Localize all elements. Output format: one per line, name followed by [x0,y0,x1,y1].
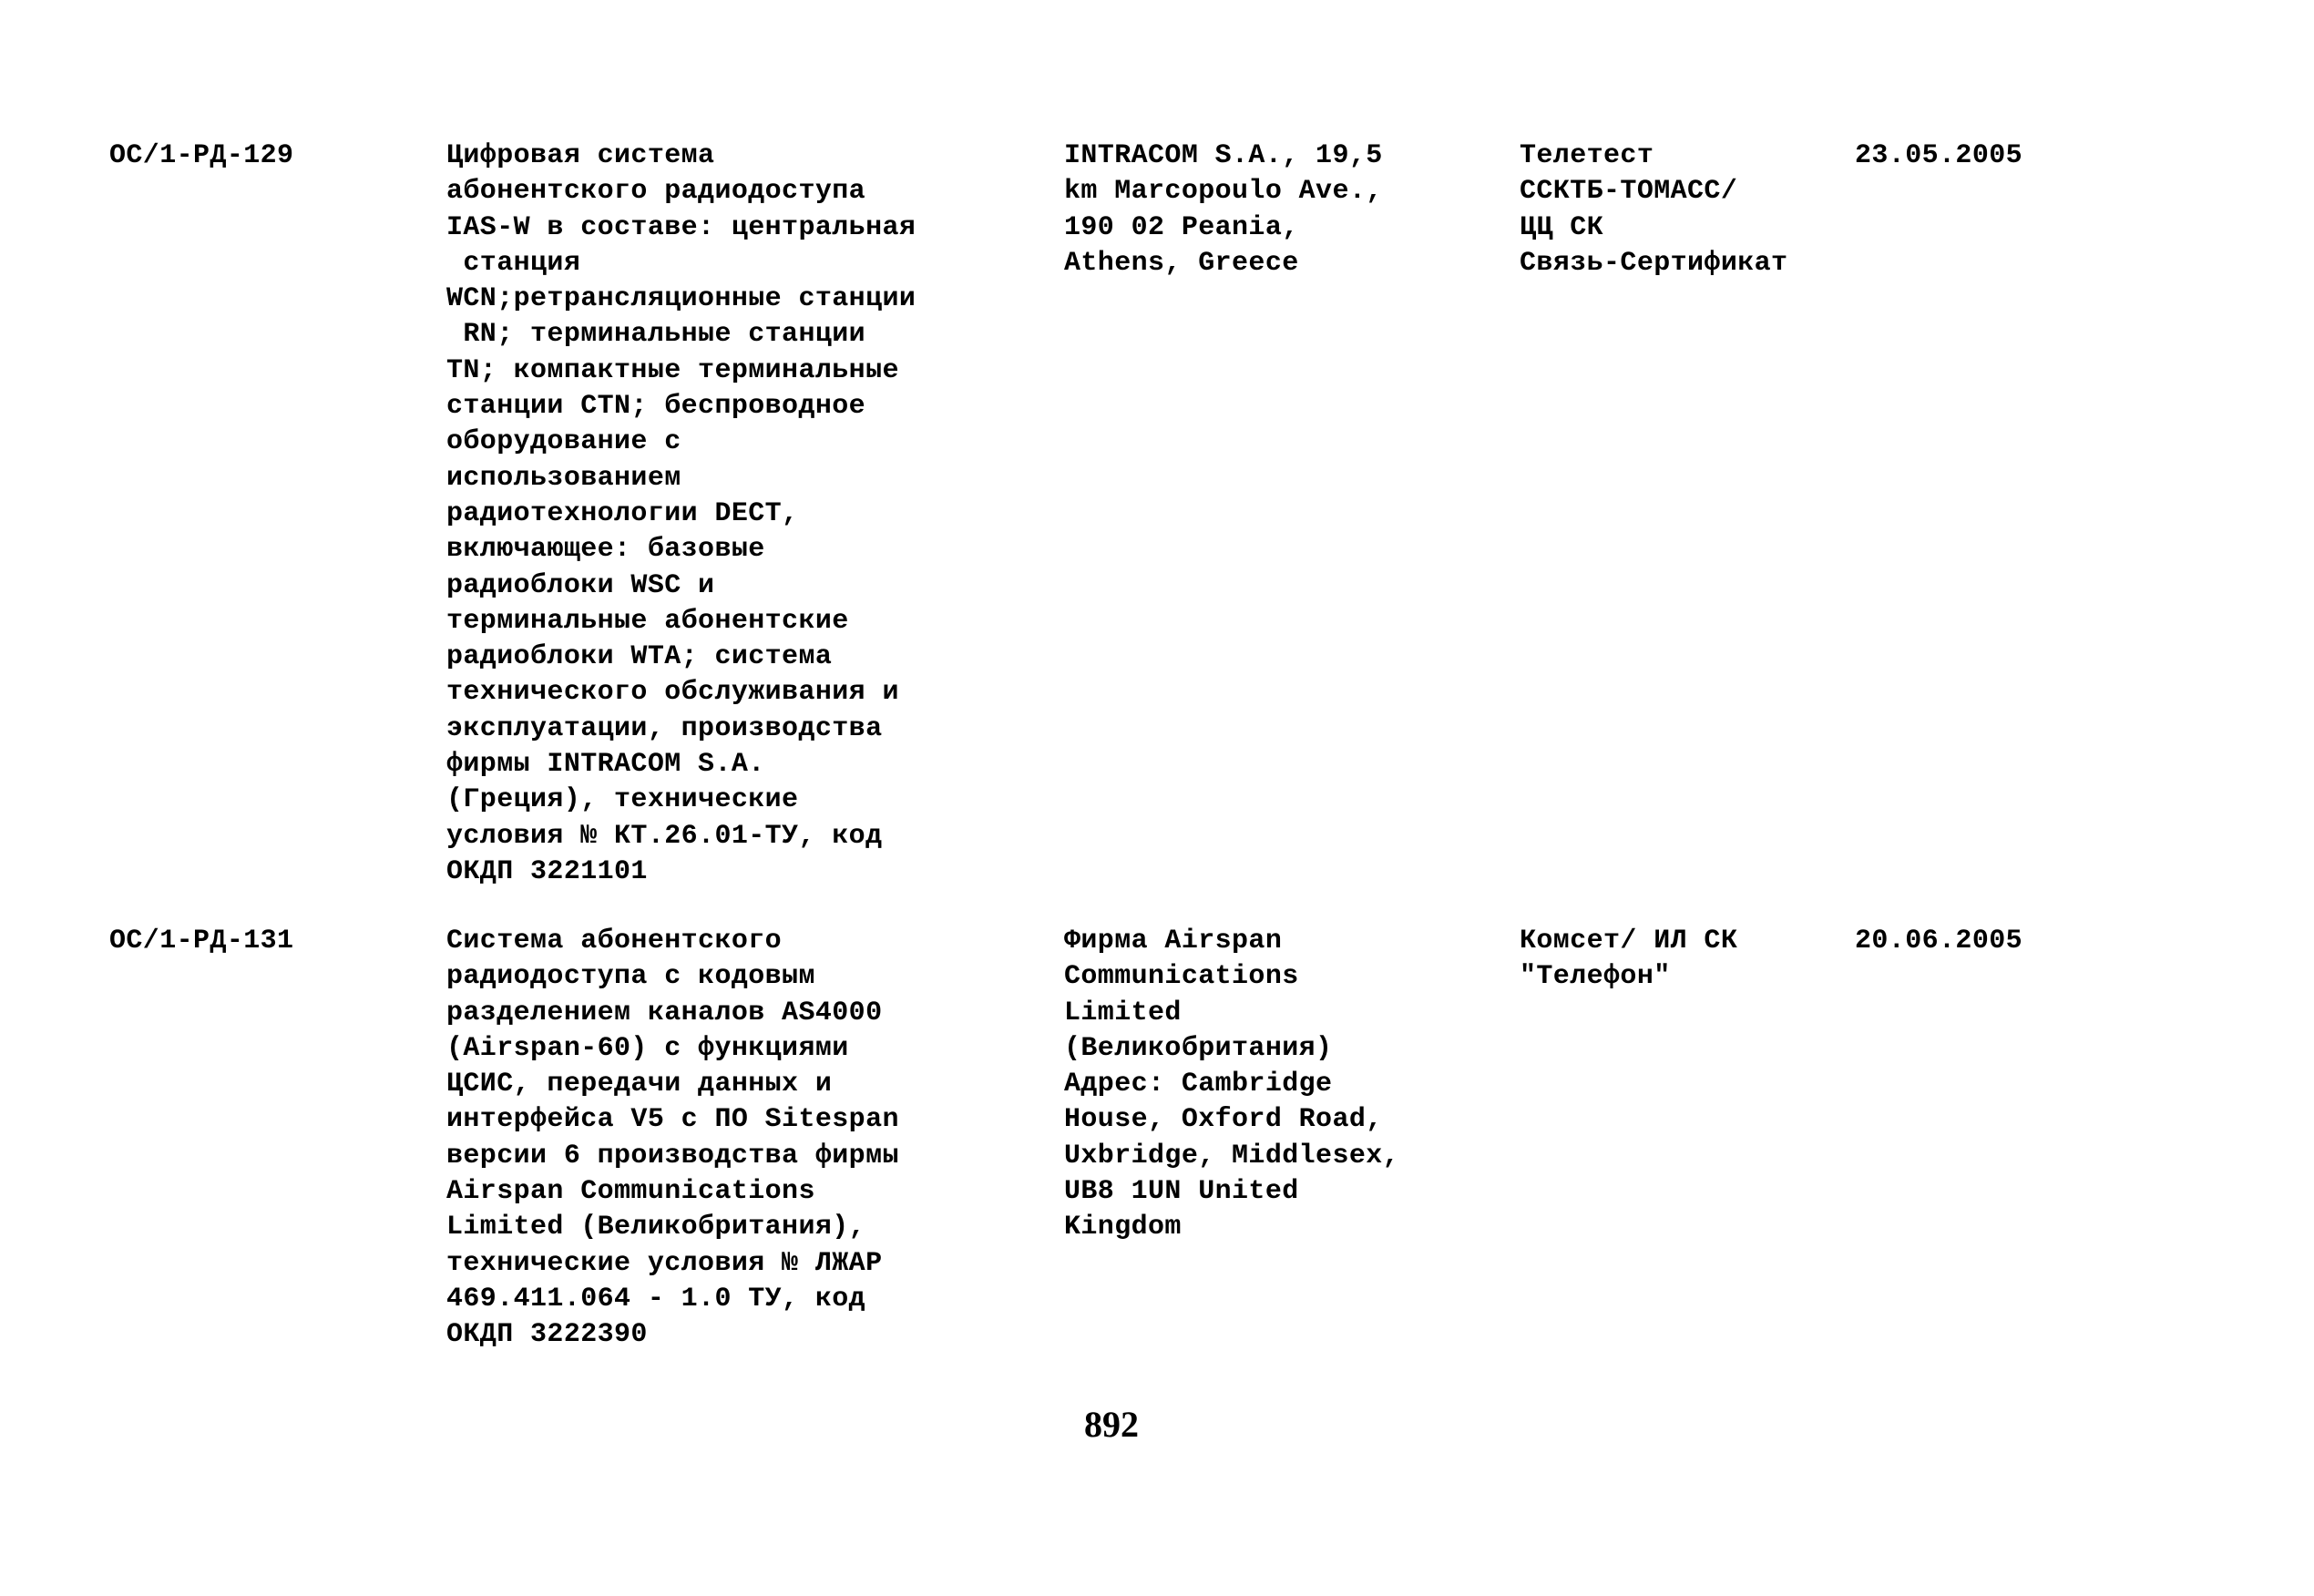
issue-date: 23.05.2005 [1855,140,2023,171]
issue-date: 20.06.2005 [1855,926,2023,957]
certificate-code: ОС/1-РД-131 [109,926,294,957]
manufacturer-address: Фирма Airspan Communications Limited (Великобритания) Адрес: Cambridge House, Oxford Road, Uxbridge, Middlesex, UB8 1UN United Kingdom [1064,926,1400,1243]
certification-body: Телетест ССКТБ-ТОМАСС/ ЦЦ СК Связь-Сертификат [1520,140,1788,279]
product-description: Система абонентского радиодоступа с кодовым разделением каналов AS4000 (Airspan-60) с функциями ЦСИС, передачи данных и интерфейса V5 с ПО Sitespan версии 6 производства фирмы Airspan Communications Limited (Великобритания), технические условия № ЛЖАР 469.411.064 - 1.0 ТУ, код ОКДП 3222390 [446,926,899,1351]
certification-body: Комсет/ ИЛ СК "Телефон" [1520,926,1738,993]
page-number: 892 [1084,1404,1139,1445]
product-description: Цифровая система абонентского радиодоступа IAS-W в составе: центральная станция WCN;ретрансляционные станции RN; терминальные станции TN; компактные терминальные станции CTN; беспроводное оборудование с использованием радиотехнологии DECT, включающее: базовые радиоблоки WSC и терминальные абонентские радиоблоки WTA; система технического обслуживания и эксплуатации, производства фирмы INTRACOM S.A. (Греция), технические условия № КТ.26.01-ТУ, код ОКДП 3221101 [446,140,916,887]
manufacturer-address: INTRACOM S.A., 19,5 km Marcopoulo Ave., 190 02 Peania, Athens, Greece [1064,140,1383,279]
certificate-code: ОС/1-РД-129 [109,140,294,171]
